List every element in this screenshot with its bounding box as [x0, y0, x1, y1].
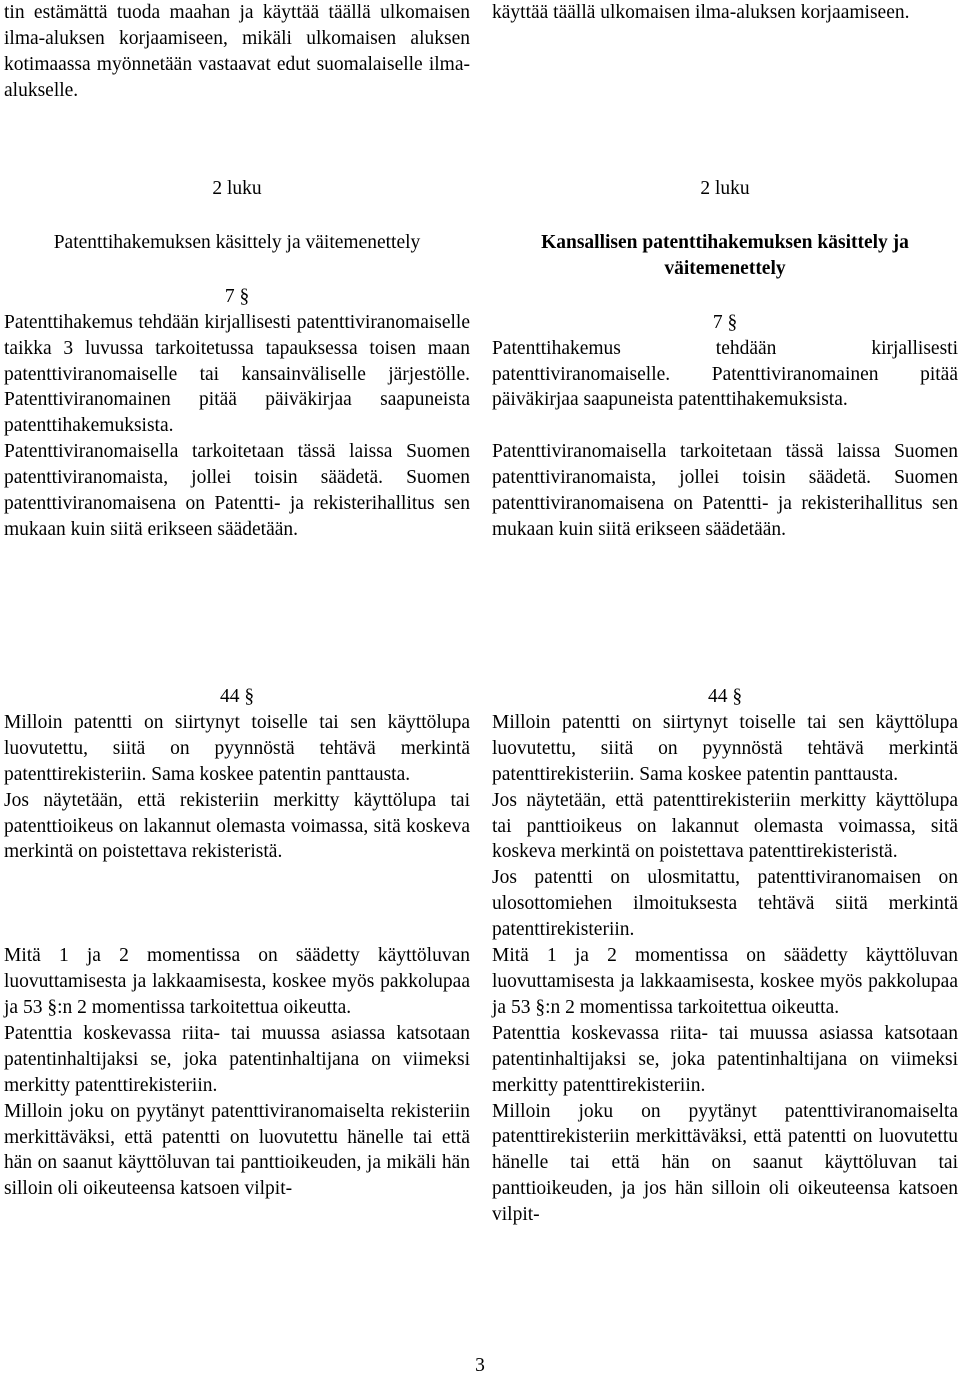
left-section-7-paragraph-1: Patenttihakemus tehdään kirjallisesti patenttiviranomaiselle taikka 3 luvussa tarkoitetussa tapauksessa toisen maan patenttiviranomaiselle tai kansainväliselle järjestölle. Patenttiviranomainen pitää päiväkirjaa saapuneista patenttihakemuksista.: [4, 311, 470, 437]
right-chapter-number: 2 luku: [700, 178, 750, 199]
left-section-7-heading: 7 §: [224, 285, 250, 307]
right-section-44-paragraph-1: Milloin patentti on siirtynyt toiselle tai sen käyttölupa luovutettu, siitä on pyynnöstä tehtävä merkintä patenttirekisteriin. Sama koskee patentin panttausta.: [492, 711, 958, 785]
left-section-44-heading: 44 §: [219, 686, 255, 707]
left-section-7-paragraph-2: Patenttiviranomaisella tarkoitetaan tässä laissa Suomen patenttiviranomaista, jollei toisin säädetä. Suomen patenttiviranomaisena on Patentti- ja rekisterihallitus sen mukaan kuin siitä erikseen säädetään.: [4, 441, 470, 540]
right-section-44-paragraph-4: Mitä 1 ja 2 momentissa on säädetty käyttöluvan luovuttamisesta ja lakkaamisesta, koskee myös pakkolupaa ja 53 §:n 2 momentissa tarkoitettua oikeutta.: [492, 945, 958, 1018]
right-section-44-paragraph-5: Patenttia koskevassa riita- tai muussa asiassa katsotaan patentinhaltijaksi se, joka patentinhaltijana on viimeksi merkitty patenttirekisteriin.: [492, 1022, 958, 1096]
left-section-44-paragraph-2: Jos näytetään, että rekisteriin merkitty käyttölupa tai patenttioikeus on lakannut olemasta voimassa, sitä koskeva merkintä on poistettava rekisteristä.: [4, 789, 470, 863]
right-section-44-paragraph-3: Jos patentti on ulosmitattu, patenttiviranomaisen on ulosottomiehen ilmoituksesta tehtävä siitä merkintä patenttirekisteriin.: [492, 867, 958, 941]
left-chapter-title: Patenttihakemuksen käsittely ja väitemenettely: [53, 231, 421, 253]
right-section-44-block: [492, 684, 958, 1228]
left-section-44-paragraph-4: Patenttia koskevassa riita- tai muussa asiassa katsotaan patentinhaltijaksi se, joka patentinhaltijana on viimeksi merkitty patenttirekisteriin.: [4, 1022, 470, 1096]
left-section-44-block: [4, 684, 470, 1202]
left-section-44-paragraph-5: Milloin joku on pyytänyt patenttiviranomaiselta rekisteriin merkittäväksi, että patentti on luovutettu hänelle tai että hän on saanut käyttöluvan tai panttioikeuden, ja mikäli hän silloin oli oikeuteensa katsoen vilpit-: [4, 1100, 470, 1200]
left-section-44-paragraph-1: Milloin patentti on siirtynyt toiselle tai sen käyttölupa luovutettu, siitä on pyynnöstä tehtävä merkintä patenttirekisteriin. Sama koskee patentin panttausta.: [4, 711, 470, 785]
left-section-44-paragraph-3: Mitä 1 ja 2 momentissa on säädetty käyttöluvan luovuttamisesta ja lakkaamisesta, koskee myös pakkolupaa ja 53 §:n 2 momentissa tarkoitettua oikeutta.: [4, 945, 470, 1019]
right-section-7-paragraph-1: Patenttihakemus tehdään kirjallisesti patenttiviranomaiselle. Patenttiviranomainen pitää päiväkirjaa saapuneista patenttihakemuksista.: [492, 337, 958, 411]
right-section-44-paragraph-6: Milloin joku on pyytänyt patenttiviranomaiselta patenttirekisteriin merkittäväksi, että patentti on luovutettu hänelle tai että hän on saanut käyttöluvan tai panttioikeuden, ja jos hän silloin oli oikeuteensa katsoen vilpit-: [492, 1100, 958, 1226]
left-chapter-block: [4, 176, 470, 543]
right-section-44-paragraph-2: Jos näytetään, että patenttirekisteriin merkitty käyttölupa tai panttioikeus on lakannut olemasta voimassa, sitä koskeva merkintä on poistettava patenttirekisteristä.: [492, 789, 958, 863]
left-column-top: [4, 0, 470, 104]
page-number: 3: [475, 1355, 485, 1376]
top-right-paragraph: käyttää täällä ulkomaisen ilma-aluksen korjaamiseen.: [492, 2, 910, 23]
right-section-7-paragraph-2: Patenttiviranomaisella tarkoitetaan tässä laissa Suomen patenttiviranomaista, jollei toisin säädetä. Suomen patenttiviranomaisena on Patentti- ja rekisterihallitus sen mukaan kuin siitä erikseen säädetään.: [492, 441, 958, 540]
left-chapter-number: 2 luku: [212, 178, 262, 199]
right-section-44-heading: 44 §: [707, 686, 743, 707]
right-section-7-heading: 7 §: [712, 311, 738, 333]
right-column-top: [492, 0, 958, 26]
right-chapter-title: Kansallisen patenttihakemuksen käsittely ja väitemenettely: [541, 231, 909, 279]
right-chapter-block: [492, 176, 958, 543]
top-left-paragraph: tin estämättä tuoda maahan ja käyttää täällä ulkomaisen ilma-aluksen korjaamiseen, mikäli ulkomaisen aluksen kotimaassa myönnetään vastaavat edut suomalaiselle ilma-alukselle.: [4, 2, 470, 101]
